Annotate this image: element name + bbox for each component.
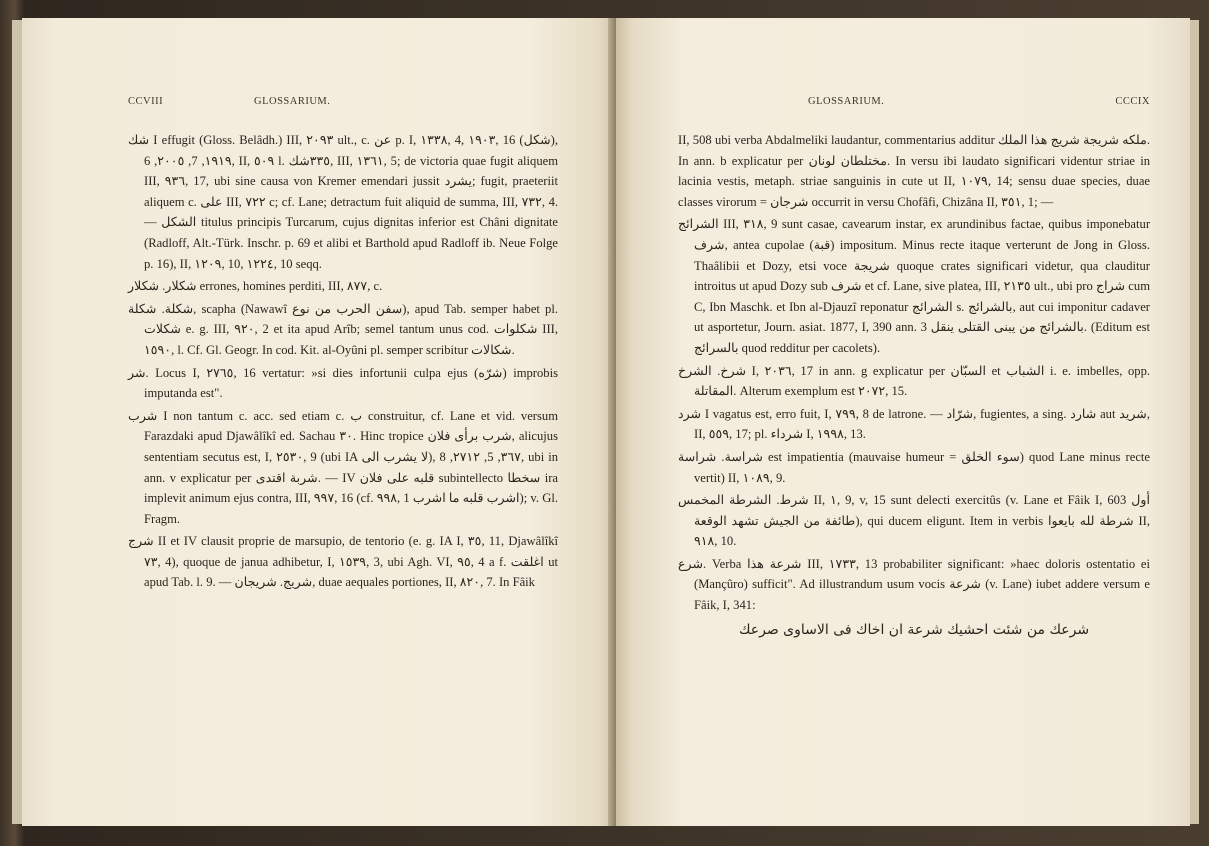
left-running-title: GLOSSARIUM.	[254, 96, 331, 107]
glossary-entry: شك I effugit (Gloss. Belâdh.) III, ٢٠٩٣ ult., c. عن p. I, ١٣٣٨, 4, ١٩٠٣, 16 (شكل), ١٩١٩, 7, ٢٠٠٥, 6, II, ٥٠٩ l. ٣٣٥شك, III, ١٣٦١, 5; de victoria quae fugit aliquem III, ٩٣٦, 17, ubi sine causa von Kremer emendari jussit يشرد; fugit, praeteriit aliquem c. على III, ٧٢٢ c; cf. Lane; detractum fuit aliquid de summa, III, ٧٣٢, 4. — الشكل titulus principis Turcarum, cujus dignitas inferior est Châni dignitate (Radloff, Alt.-Türk. Inschr. p. 69 et alibi et Barthold apud Radloff ib. Neue Folge p. 16), II, ١٢٠٩, 10, ١٢٢٤, 10 seqq.	[128, 133, 559, 271]
glossary-entry-continued: II, 508 ubi verba Abdalmeliki laudantur, commentarius additur ملكه شريجة شريج هذا الملك. In ann. b explicatur per مختلطان لونان. In versu ibi laudato significari videntur striae in lacinia vestis, metaph. striae sanguinis in cute ut II, ١٠٧٩, 14; sensu duae species, duae classes virorum = شرجان occurrit in versu Chofâfi, Chizâna II, ٣٥١, 1; —	[678, 133, 1151, 209]
arabic-verse	[678, 620, 1150, 641]
left-page	[22, 18, 616, 826]
glossary-entry: شرج II et IV clausit proprie de marsupio, de tentorio (e. g. IA I, ٣٥, 11, Djawâlîkî ٧٣, 4), quoque de janua adhibetur, I, ١٥٣٩, 3, ubi Agh. VI, ٩٥, 4 a f. اغلقت ut apud Tab. l. 9. — شريج. شريجان, duae aequales portiones, II, ٨٢٠, 7. In Fâik	[128, 534, 558, 590]
glossary-entry: شرد I vagatus est, erro fuit, I, ٧٩٩, 8 de latrone. — شرّاد, fugientes, a sing. شارد aut شريد, II, ٥٥٩, 17; pl. شرداء I, ١٩٩٨, 13.	[678, 406, 1150, 442]
right-page	[616, 18, 1190, 826]
glossary-entry: شكلة. شكلة, scapha (Nawawî سفن الحرب من نوع), apud Tab. semper habet pl. شكلات e. g. III, ٩٢٠, 2 et ita apud Arîb; semel tantum unus cod. شكلوات III, ١٥٩٠, l. Cf. Gl. Geogr. In cod. Kit. al-Oyûni pl. semper scribitur شكالات.	[128, 301, 558, 357]
left-running-head	[128, 96, 558, 116]
glossary-entry: شرخ. الشرخ I, ٢٠٣٦, 17 in ann. g explicatur per السبّان et الشباب i. e. imbelles, opp. المقاتلة. Alterum exemplum est ٢٠٧٢, 15.	[678, 363, 1151, 399]
glossary-entry: الشرائج III, ٣١٨, 9 sunt casae, cavearum instar, ex arundinibus factae, quibus imponebatur شرف, antea cupolae (قبة) impositum. Minus recte itaque verterunt de Jong in Gloss. Thaâlibii et Dozy, etsi voce شريجة quoque crates significari videtur, qua clauditur introitus ut apud Dozy sub شرف et cf. Lane, sive platea, III, ٢١٣٥ ult., ubi pro شراج cum C, Ibn Maschk. et Ibn al-Djauzî reponatur الشرائج s. بالشرائج, aut cui imponitur cadaver ut asportetur, Journ. asiat. 1877, I, 390 ann. 3 بالشرائج من يبنى القتلى ينقل. (Editum est بالسرائج quod redditur per cacolets).	[678, 217, 1151, 355]
left-page-text	[128, 130, 558, 593]
right-page-text	[678, 130, 1150, 640]
glossary-entry: شكلار. شكلار errones, homines perditi, III, ٨٧٧, c.	[128, 279, 383, 294]
glossary-entry: شرط. الشرطة المخمس II, ١, 9, v, 15 sunt delecti exercitûs (v. Lane et Fâik I, 603 أول طائفة من الجيش تشهد الوقعة), qui ducem eligunt. Item in verbis شرطة لله بايعوا II, ٩١٨, 10.	[678, 493, 1150, 549]
glossary-entry: شراسة. شراسة est impatientia (mauvaise humeur = سوء الخلق) quod Lane minus recte vertit) II, ١٠٨٩, 9.	[678, 449, 1150, 485]
glossary-entry: شرب I non tantum c. acc. sed etiam c. ب construitur, cf. Lane et vid. versum Farazdaki apud Djawâlîkî ed. Sachau ٣٠. Hinc tropice شرب برأى فلان, alicujus sententiam secutus est, I, ٢٥٣٠, 9 (ubi IA لا يشرب الى), ٣٦٧, 5, ٢٧١٢, 8, ubi in ann. v explicatur per شربة اقتدى. — IV قلبه على فلان subintellecto سخطا ira implevit animum ejus contra, III, ٩٩٧, 16 (cf. ٩٩٨, 1 اشرب قلبه ما اشرب); v. Gl. Fragm.	[128, 408, 559, 526]
page-edge-right	[1190, 20, 1199, 824]
page-edge-left	[12, 20, 22, 824]
glossary-entry: شر. Locus I, ٢٧٦٥, 16 vertatur: »si dies infortunii culpa ejus (شرّه) improbis imputanda est".	[128, 365, 558, 401]
glossary-entry: شرع. Verba شرعة هذا III, ١٧٣٣, 13 probabiliter significant: »haec doloris ostentatio ei (Mançûro) sufficit". Ad illustrandum usum vocis شرعة (v. Lane) iubet addere versum e Fâik, I, 341:	[678, 556, 1151, 613]
arabic-verse-text: شرعك من شئت احشيك شرعة ان اخاك فى الاساوى صرعك	[738, 621, 1090, 638]
right-running-title: GLOSSARIUM.	[808, 96, 885, 107]
right-running-head	[678, 96, 1150, 116]
right-page-number: CCCIX	[1115, 96, 1150, 107]
left-page-number: CCVIII	[128, 96, 164, 107]
